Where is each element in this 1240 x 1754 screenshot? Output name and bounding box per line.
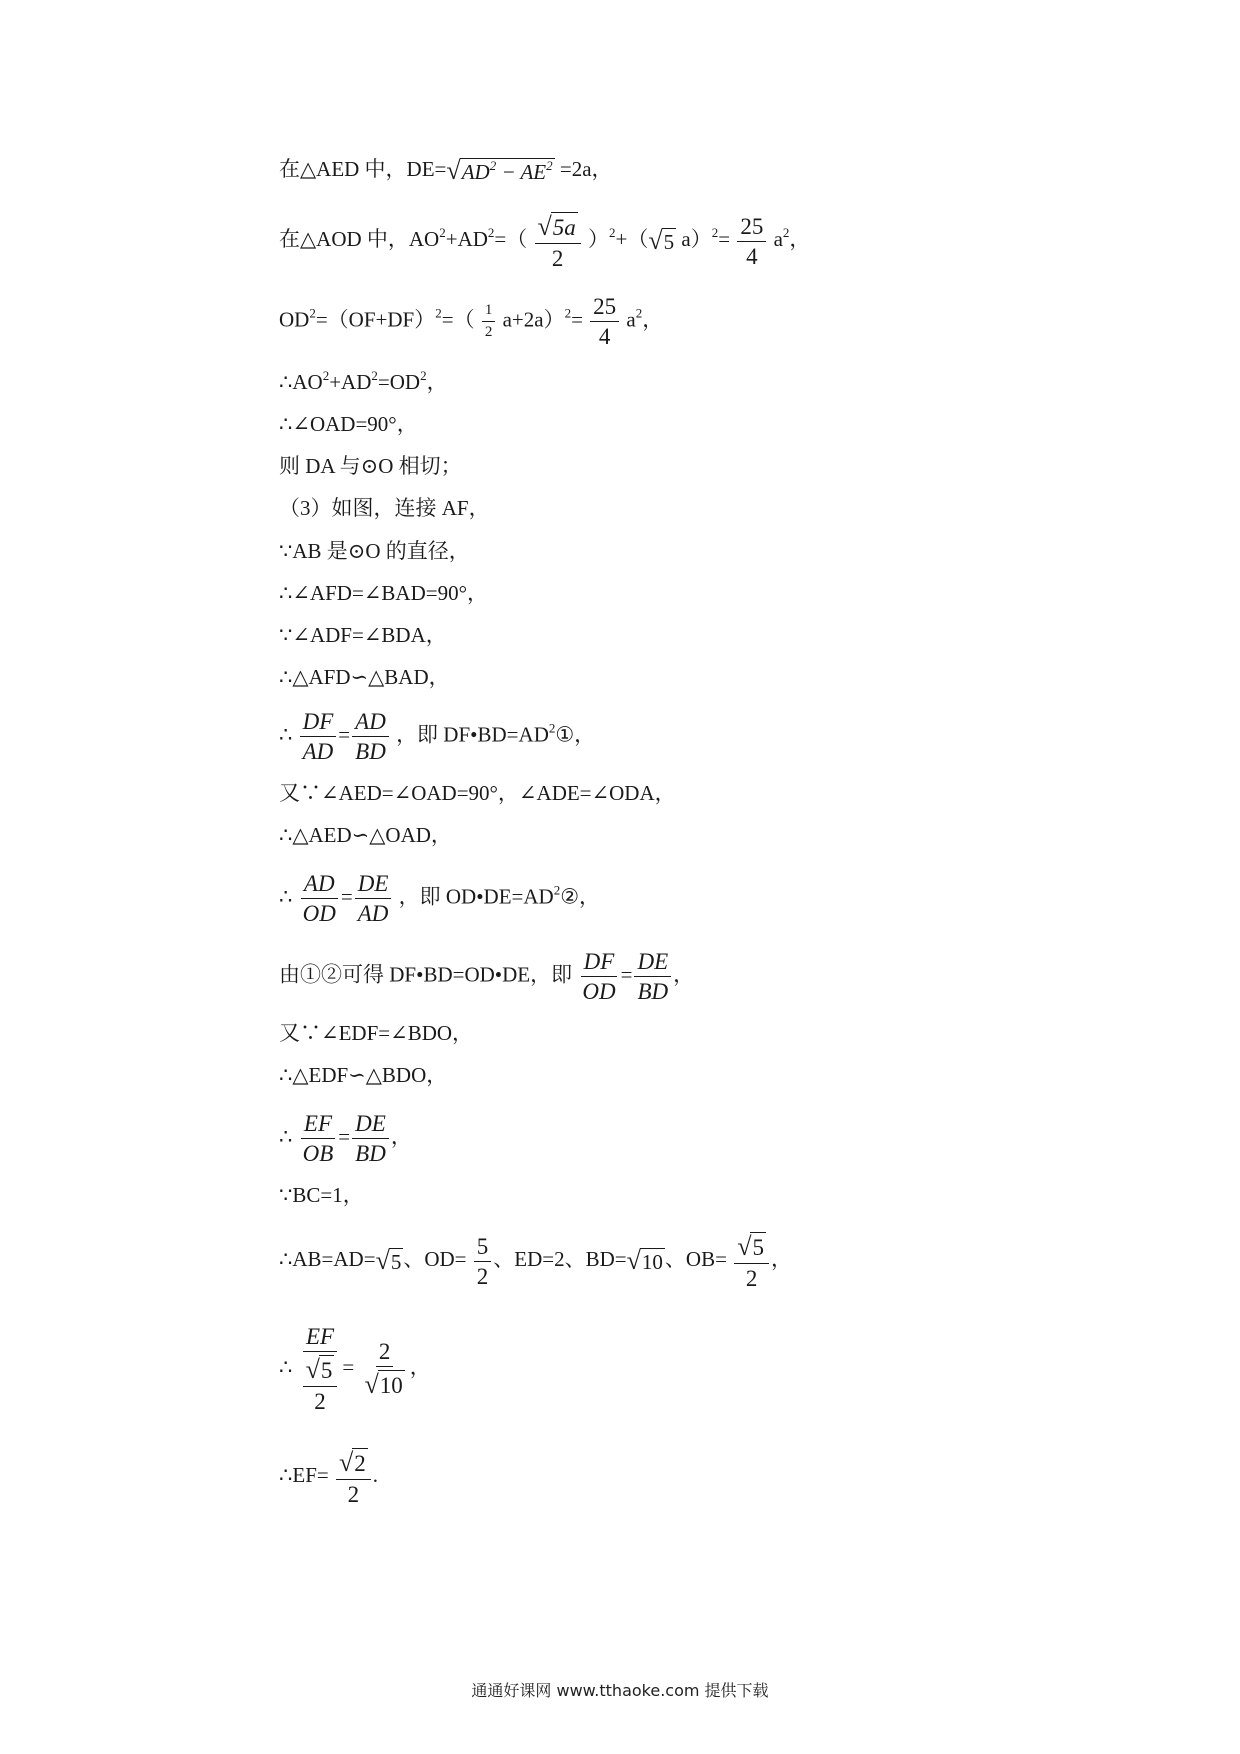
text: OB (302, 1141, 334, 1166)
text: +AD (445, 226, 488, 251)
text: ①， (555, 722, 596, 747)
text: 10 (378, 1370, 405, 1398)
text: =OD (377, 370, 421, 394)
text: = (342, 1354, 355, 1379)
sup: 2 (489, 158, 497, 173)
sup: 2 (435, 305, 442, 321)
text: 5 (474, 1235, 492, 1262)
complex-fraction: EF √ 5 2 (300, 1325, 341, 1413)
fraction (590, 295, 619, 348)
fraction (352, 1112, 389, 1165)
text: ， (426, 370, 448, 394)
fraction (634, 950, 671, 1003)
text: ∴EF= (279, 1462, 329, 1487)
line-tangent: 则 DA 与⊙O 相切； (279, 454, 462, 478)
text: 4 (598, 324, 611, 349)
text: ， (789, 226, 811, 251)
text: = (718, 226, 731, 251)
text: EF (301, 1112, 335, 1139)
text: 5 (390, 1250, 402, 1275)
text: 25 (737, 215, 766, 242)
text: a (768, 226, 783, 251)
fraction: 2 √ 10 (364, 1339, 403, 1400)
text: 1 (482, 303, 496, 322)
text: ） (588, 226, 610, 251)
text: AD (461, 160, 490, 184)
text: DF (300, 710, 337, 737)
text: ， (409, 1354, 431, 1379)
text: 在△AED 中，DE= (279, 156, 447, 181)
sup: 2 (487, 224, 495, 240)
text: DE (355, 872, 392, 899)
text: 5 (663, 230, 675, 255)
text: ，即 DF•BD=AD (396, 722, 549, 747)
line-bc: ∵BC=1， (279, 1183, 364, 1207)
text: 4 (746, 243, 758, 269)
line-aod-sum (279, 212, 810, 270)
text: AD (301, 872, 338, 899)
sup: 2 (309, 305, 316, 321)
text: 2 (476, 1263, 489, 1289)
line-ratio-2 (279, 872, 600, 925)
text: ∴ (279, 884, 293, 909)
text: +（ (615, 226, 649, 251)
text: 、OB= (664, 1246, 727, 1271)
text: OD (582, 979, 616, 1004)
sup: 2 (564, 305, 572, 321)
line-substitution (279, 1325, 431, 1413)
text: DE (352, 1112, 389, 1139)
text: 2 (352, 1448, 368, 1476)
text: a） (676, 226, 712, 251)
text: 2 (347, 1482, 360, 1508)
line-part3: （3）如图，连接 AF， (279, 496, 490, 520)
text: 在△AOD 中，AO (279, 226, 440, 251)
line-combined (279, 950, 694, 1003)
fraction: √ 2 2 (336, 1448, 371, 1506)
line-similar-edf: ∴△EDF∽△BDO， (279, 1063, 448, 1087)
text: ∴AO (279, 370, 323, 394)
text: = (338, 722, 351, 747)
text: 10 (641, 1250, 663, 1275)
text: AD (302, 739, 334, 764)
line-similar-aed: ∴△AED∽△OAD， (279, 823, 452, 847)
text: 5a (552, 215, 576, 240)
text: DF (581, 950, 618, 977)
text: OD (279, 307, 310, 332)
text: = (620, 962, 633, 987)
fraction (300, 872, 339, 925)
text: DE (634, 950, 671, 977)
sup: 2 (553, 882, 561, 898)
text: BD (637, 979, 669, 1004)
text: ∴ (279, 1124, 293, 1149)
fraction (579, 950, 618, 1003)
text: AD (357, 901, 389, 926)
text: =2a， (554, 156, 613, 181)
line-angle-aed: 又∵∠AED=∠OAD=90°，∠ADE=∠ODA， (279, 781, 676, 805)
text: 2 (745, 1266, 758, 1292)
text: 5 (750, 1232, 766, 1260)
text: ， (642, 307, 664, 332)
text: OD (302, 901, 336, 926)
line-pythagoras (279, 368, 448, 394)
line-od-squared (279, 295, 663, 348)
footer-credit: 通通好课网 www.tthaoke.com 提供下载 (471, 1681, 769, 1700)
sup: 2 (322, 368, 330, 383)
fraction (300, 710, 337, 763)
text: ，即 OD•DE=AD (398, 884, 554, 909)
text: ∴AB=AD= (279, 1246, 376, 1271)
fraction (355, 872, 392, 925)
line-lengths (279, 1232, 792, 1290)
line-angle-afd: ∴∠AFD=∠BAD=90°， (279, 581, 488, 605)
text: AD (352, 710, 389, 737)
sup: 2 (548, 720, 556, 736)
text: a (621, 307, 636, 332)
sup: 2 (439, 224, 446, 240)
fraction (737, 215, 766, 268)
sup: 2 (635, 305, 643, 321)
text: = (340, 884, 353, 909)
sqrt: √ 10 (626, 1246, 663, 1276)
line-ratio-1 (279, 710, 595, 763)
sup: 2 (711, 224, 719, 240)
sqrt-expression: √ $AD^2 - AE^2$ (446, 156, 553, 186)
fraction (300, 1112, 337, 1165)
sqrt: √ 5 (648, 226, 675, 256)
text: ∴ (279, 722, 293, 747)
fraction (482, 303, 496, 340)
sup: 2 (609, 224, 616, 240)
text: 2 (314, 1389, 326, 1415)
fraction (352, 710, 389, 763)
text: − AE (501, 160, 547, 184)
line-de-length (279, 158, 613, 184)
text: =（ (441, 307, 475, 332)
line-diameter: ∵AB 是⊙O 的直径， (279, 539, 470, 563)
fraction: √ 5a 2 (535, 212, 581, 270)
line-similar-afd: ∴△AFD∽△BAD， (279, 665, 450, 689)
text: 由①②可得 DF•BD=OD•DE，即 (279, 962, 573, 987)
text: +AD (329, 370, 372, 394)
text: ②， (560, 884, 601, 909)
text: 5 (319, 1355, 335, 1383)
fraction (474, 1235, 492, 1288)
line-angle-adf: ∵∠ADF=∠BDA， (279, 623, 447, 647)
text: 、OD= (403, 1246, 467, 1271)
sup: 2 (420, 368, 427, 383)
text: ∴ (279, 1354, 293, 1379)
text: BD (355, 739, 386, 764)
fraction: √ 5 2 (734, 1232, 769, 1290)
sup: 2 (782, 224, 790, 240)
text: =（OF+DF） (315, 307, 436, 332)
text: 2 (551, 246, 564, 272)
text: = (338, 1124, 351, 1149)
text: ， (770, 1246, 792, 1271)
line-angle-oad: ∴∠OAD=90°， (279, 412, 418, 436)
line-angle-edf: 又∵∠EDF=∠BDO， (279, 1021, 474, 1045)
text: 、ED=2、BD= (493, 1246, 627, 1271)
sqrt: √ 5 (375, 1246, 402, 1276)
text: ， (390, 1124, 412, 1149)
text: 2 (484, 324, 493, 340)
text: . (372, 1462, 378, 1487)
text: ， (673, 962, 695, 987)
line-ratio-3 (279, 1112, 412, 1165)
text: a+2a） (497, 307, 565, 332)
sup: 2 (371, 368, 378, 383)
text: BD (355, 1141, 386, 1166)
text: 2 (376, 1340, 394, 1367)
line-result (279, 1448, 378, 1506)
text: =（ (494, 226, 528, 251)
text: 25 (590, 295, 619, 322)
text: = (571, 307, 583, 332)
sup: 2 (546, 158, 553, 173)
text: EF (303, 1325, 337, 1352)
